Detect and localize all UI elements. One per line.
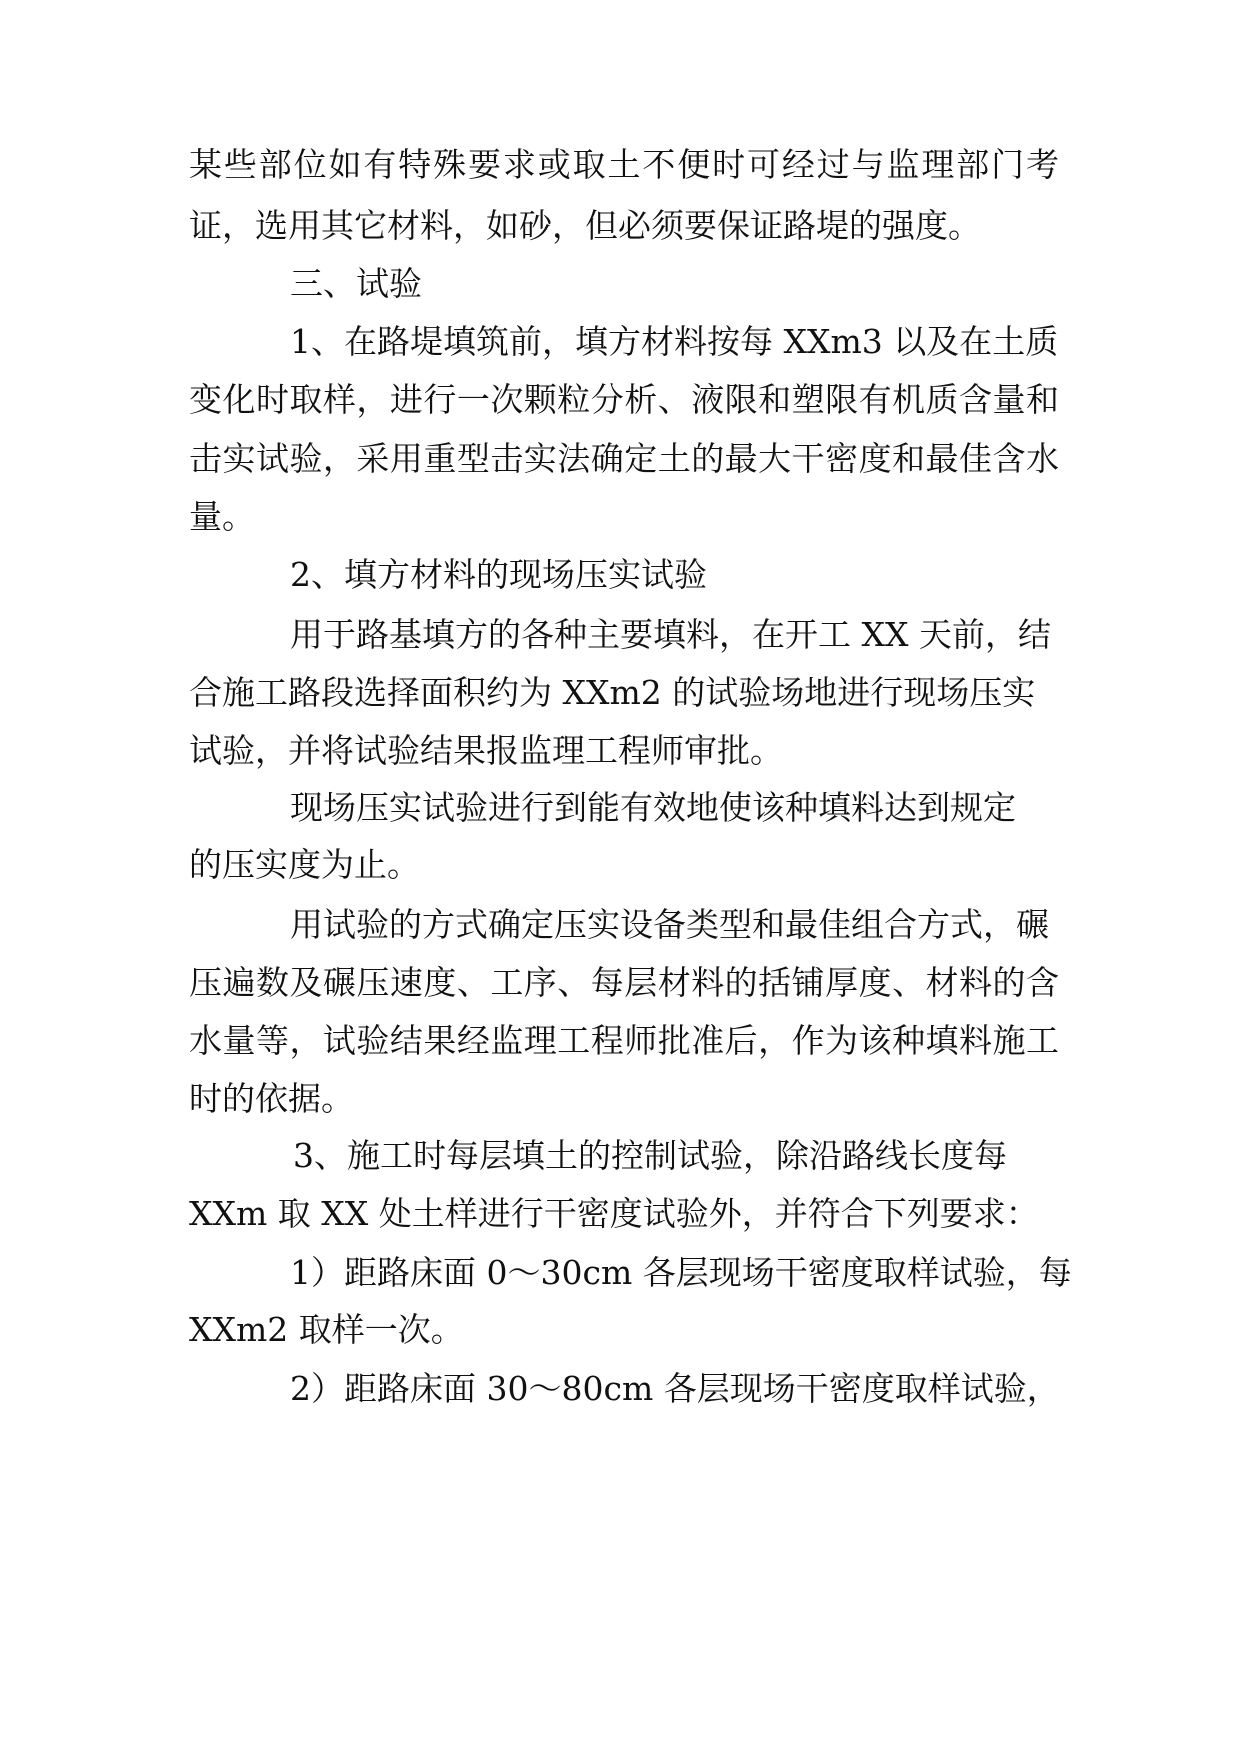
text-line-15: 压遍数及碾压速度、工序、每层材料的括铺厚度、材料的含	[189, 963, 1059, 1002]
text-line-4: 1、在路堤填筑前，填方材料按每 XXm3 以及在土质	[290, 322, 1059, 361]
text-line-14: 用试验的方式确定压实设备类型和最佳组合方式，碾	[290, 905, 1049, 944]
text-line-22: 2）距路床面 30～80cm 各层现场干密度取样试验，	[290, 1369, 1060, 1408]
text-line-5: 变化时取样，进行一次颗粒分析、液限和塑限有机质含量和	[189, 380, 1059, 419]
text-line-17: 时的依据。	[189, 1079, 354, 1118]
text-line-21: XXm2 取样一次。	[189, 1310, 464, 1349]
text-line-11: 试验，并将试验结果报监理工程师审批。	[189, 731, 783, 770]
section-heading-tests: 三、试验	[290, 264, 422, 303]
text-line-10: 合施工路段选择面积约为 XXm2 的试验场地进行现场压实	[189, 673, 1036, 712]
text-line-1: 某些部位如有特殊要求或取土不便时可经过与监理部门考	[189, 145, 1059, 184]
text-line-18: 3、施工时每层填土的控制试验，除沿路线长度每	[293, 1136, 1007, 1175]
text-line-6: 击实试验，采用重型击实法确定土的最大干密度和最佳含水	[189, 439, 1059, 478]
text-line-19: XXm 取 XX 处土样进行干密度试验外，并符合下列要求：	[189, 1194, 1039, 1233]
text-line-16: 水量等，试验结果经监理工程师批准后，作为该种填料施工	[189, 1021, 1059, 1060]
subheading-compaction-test: 2、填方材料的现场压实试验	[290, 555, 707, 594]
text-line-7: 量。	[189, 497, 255, 536]
text-line-13: 的压实度为止。	[189, 845, 420, 884]
text-line-2: 证，选用其它材料，如砂，但必须要保证路堤的强度。	[189, 206, 981, 245]
text-line-20: 1）距路床面 0～30cm 各层现场干密度取样试验，每	[290, 1253, 1072, 1292]
text-line-9: 用于路基填方的各种主要填料，在开工 XX 天前，结	[290, 615, 1051, 654]
text-line-12: 现场压实试验进行到能有效地使该种填料达到规定	[290, 788, 1016, 827]
